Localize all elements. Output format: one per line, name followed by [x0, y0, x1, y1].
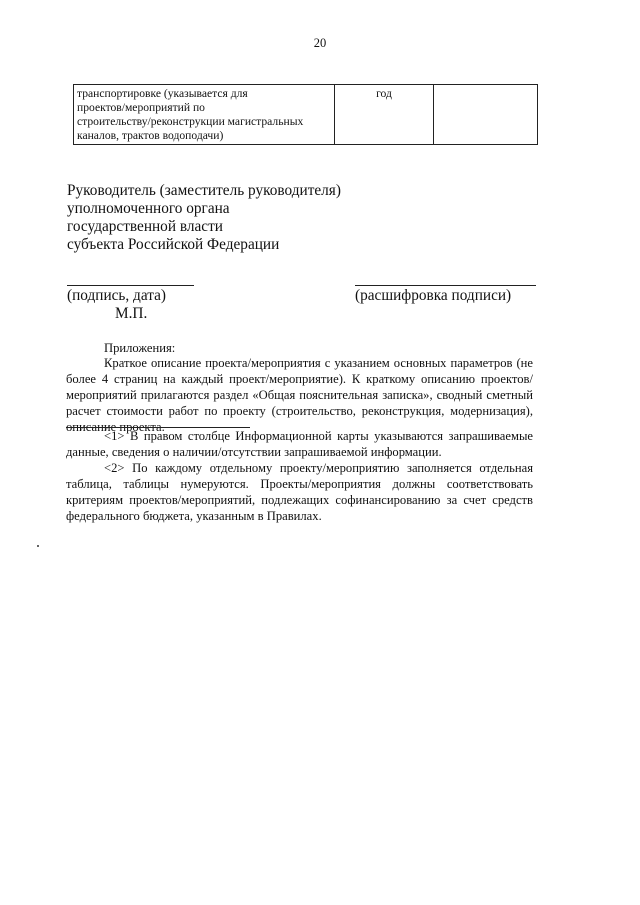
information-table	[73, 84, 538, 145]
description-line: транспортировке (указывается для	[77, 87, 248, 100]
signatory-line: уполномоченного органа	[67, 200, 230, 217]
appendix-heading: Приложения:	[104, 341, 176, 355]
appendix-paragraph: Краткое описание проекта/мероприятия с указанием основных параметров (не более 4 страниц на каждый проект/мероприятие). К краткому описанию проектов/мероприятий прилагаются раздел «Общая пояснительная записка», сводный сметный расчет стоимости работ по проекту (строительство, реконструкция, модернизация), описание проекта.	[66, 356, 533, 434]
description-line: каналов, трактов водоподачи)	[77, 129, 224, 142]
page-number: 20	[313, 36, 327, 50]
footnote-2-text: <2> По каждому отдельному проекту/мероприятию заполняется отдельная таблица, таблицы нумеруются. Проекты/мероприятия должны соответствовать критериям проектов/мероприятий, подлежащих софинансированию за счет средств федерального бюджета, указанным в Правилах.	[66, 461, 533, 523]
signatory-block	[67, 182, 341, 254]
signatory-line: субъекта Российской Федерации	[67, 236, 280, 253]
signature-line	[67, 285, 194, 286]
description-line: строительству/реконструкции магистральных	[77, 115, 304, 128]
unit-cell: год	[335, 85, 434, 145]
description-cell	[74, 85, 335, 145]
scan-speck	[37, 545, 39, 547]
description-line: проектов/мероприятий по	[77, 101, 205, 114]
appendix-text	[66, 355, 533, 435]
signatory-line: Руководитель (заместитель руководителя)	[67, 182, 341, 199]
signature-label: (подпись, дата)	[67, 287, 166, 304]
footnote-1	[66, 428, 533, 460]
table-row	[74, 85, 538, 145]
decryption-line	[355, 285, 536, 286]
signatory-line: государственной власти	[67, 218, 223, 235]
footnote-1-text: <1> В правом столбце Информационной карты указываются запрашиваемые данные, сведения о наличии/отсутствии запрашиваемой информации.	[66, 429, 533, 459]
value-cell	[434, 85, 538, 145]
footnote-2	[66, 460, 533, 524]
decryption-label: (расшифровка подписи)	[355, 287, 512, 304]
seal-label: М.П.	[115, 305, 148, 322]
